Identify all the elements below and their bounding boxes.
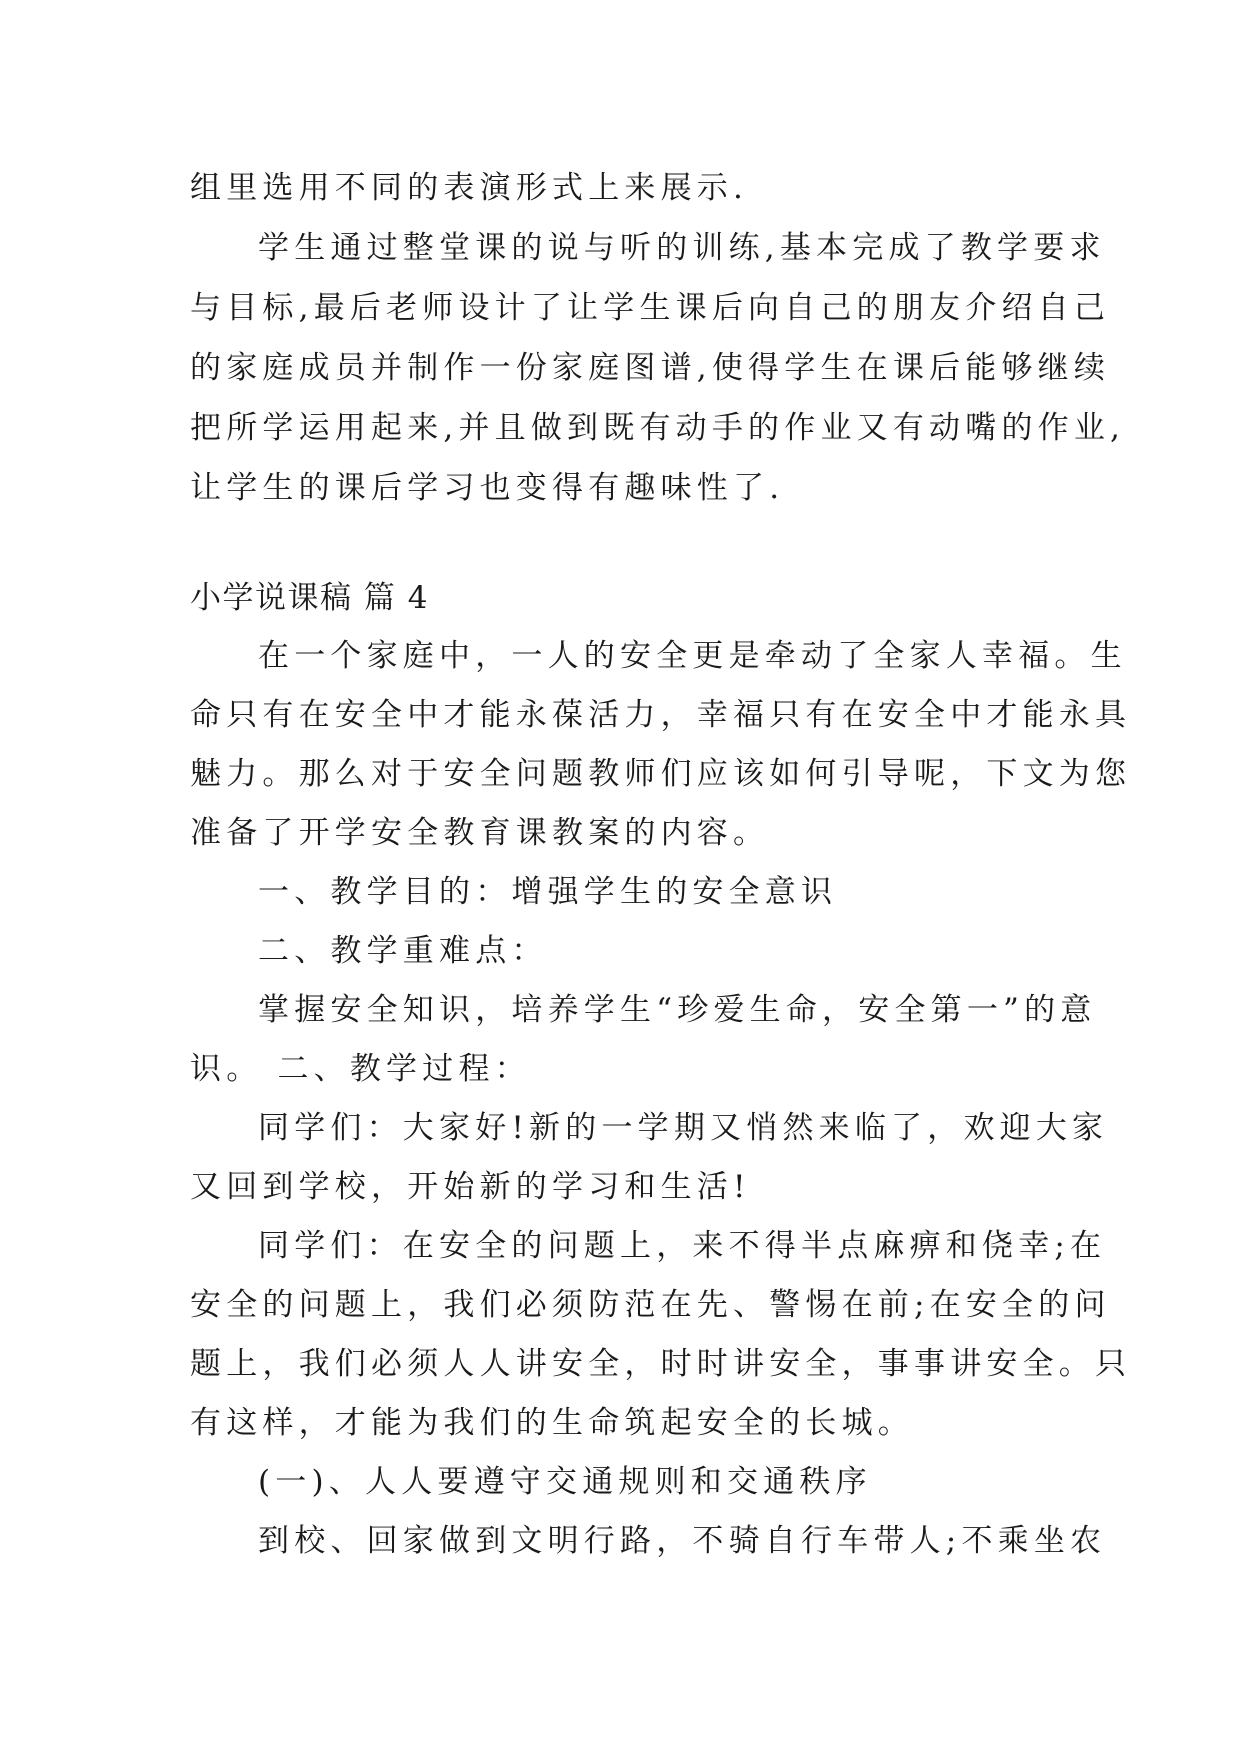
text-line: 到校、回家做到文明行路，不骑自行车带人;不乘坐农 [258,1523,1107,1559]
section-heading: 小学说课稿 篇 4 [190,580,429,616]
text-line: 题上，我们必须人人讲安全，时时讲安全，事事讲安全。只 [190,1346,1132,1382]
text-line: 同学们：大家好!新的一学期又悄然来临了，欢迎大家 [258,1110,1109,1146]
text-line: 又回到学校，开始新的学习和生活! [190,1169,751,1205]
text-line: 在一个家庭中，一人的安全更是牵动了全家人幸福。生 [258,638,1127,674]
text-line: 识。 二、教学过程： [190,1051,531,1087]
text-line: (一)、人人要遵守交通规则和交通秩序 [258,1464,872,1500]
text-line: 魅力。那么对于安全问题教师们应该如何引导呢，下文为您 [190,756,1132,792]
text-line: 与目标,最后老师设计了让学生课后向自己的朋友介绍自己 [190,290,1111,326]
text-line: 命只有在安全中才能永葆活力，幸福只有在安全中才能永具 [190,697,1132,733]
text-line: 把所学运用起来,并且做到既有动手的作业又有动嘴的作业, [190,410,1126,446]
text-line: 安全的问题上，我们必须防范在先、警惕在前;在安全的问 [190,1287,1111,1323]
text-line: 一、教学目的：增强学生的安全意识 [258,874,838,910]
text-line: 掌握安全知识，培养学生“珍爱生命，安全第一”的意 [258,992,1097,1028]
text-line: 组里选用不同的表演形式上来展示. [190,170,749,206]
text-line: 学生通过整堂课的说与听的训练,基本完成了教学要求 [258,230,1106,266]
text-line: 的家庭成员并制作一份家庭图谱,使得学生在课后能够继续 [190,350,1111,386]
text-line: 二、教学重难点： [258,933,548,969]
text-line: 让学生的课后学习也变得有趣味性了. [190,470,785,506]
text-line: 同学们：在安全的问题上，来不得半点麻痹和侥幸;在 [258,1228,1107,1264]
text-line: 有这样，才能为我们的生命筑起安全的长城。 [190,1405,914,1441]
text-line: 准备了开学安全教育课教案的内容。 [190,815,770,851]
